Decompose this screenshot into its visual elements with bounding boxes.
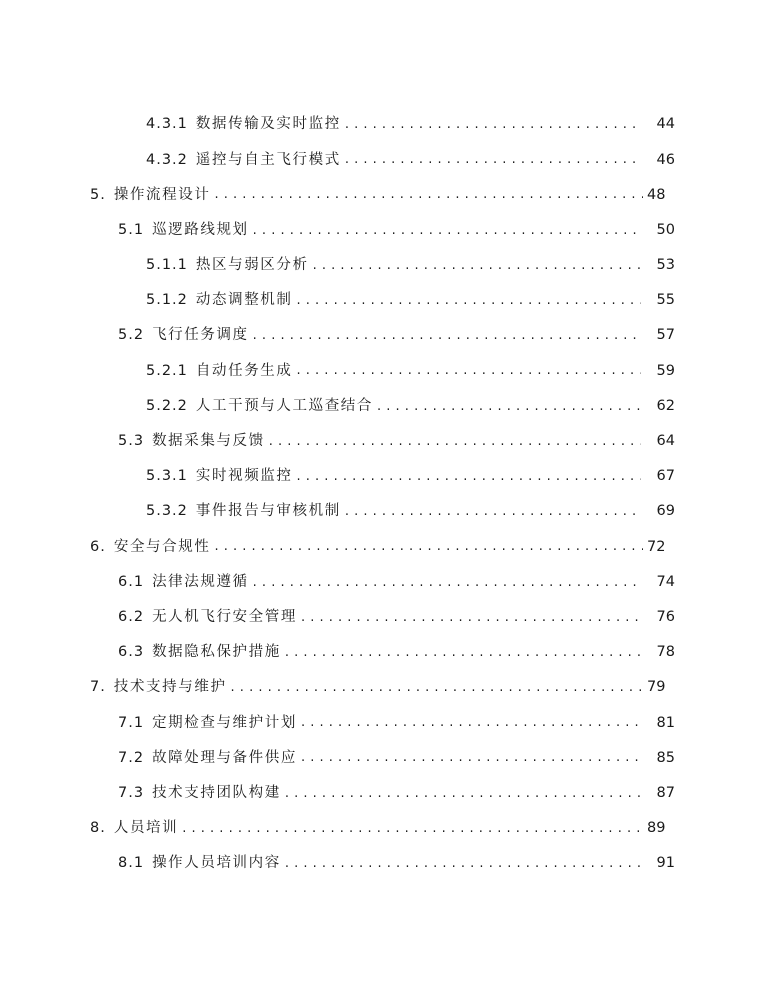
toc-entry-label xyxy=(90,680,227,695)
toc-entry-number: 7.3 xyxy=(118,784,145,801)
toc-entry-label xyxy=(146,117,341,132)
toc-entry-page: 48 xyxy=(647,186,666,203)
dot-leader xyxy=(313,259,641,272)
dot-leader xyxy=(285,787,641,800)
toc-entry[interactable] xyxy=(0,248,765,283)
dot-leader xyxy=(253,329,641,342)
toc-entry-label xyxy=(118,716,297,731)
toc-entry[interactable] xyxy=(0,705,765,740)
toc-entry-number: 4.3.2 xyxy=(146,151,188,168)
toc-entry[interactable] xyxy=(0,740,765,775)
toc-entry-title: 数据采集与反馈 xyxy=(152,433,265,450)
toc-entry-label xyxy=(90,540,210,555)
toc-entry-number: 5.3.2 xyxy=(146,503,188,520)
toc-entry[interactable] xyxy=(0,600,765,635)
toc-entry-number: 7. xyxy=(90,679,106,696)
toc-entry-page: 55 xyxy=(656,292,675,309)
toc-entry-number: 5.3.1 xyxy=(146,468,188,485)
toc-entry-label xyxy=(118,645,281,660)
toc-entry-title: 操作人员培训内容 xyxy=(152,855,281,872)
toc-entry[interactable] xyxy=(0,776,765,811)
toc-entry-label xyxy=(118,856,281,871)
toc-entry-page: 57 xyxy=(656,327,675,344)
toc-entry[interactable] xyxy=(0,424,765,459)
toc-entry-page: 78 xyxy=(656,644,675,661)
toc-entry-title: 定期检查与维护计划 xyxy=(152,714,297,731)
dot-leader xyxy=(301,716,641,729)
dot-leader xyxy=(345,118,641,131)
toc-entry-title: 无人机飞行安全管理 xyxy=(152,608,297,625)
toc-entry-page: 87 xyxy=(656,784,675,801)
toc-entry-title: 飞行任务调度 xyxy=(152,327,249,344)
dot-leader xyxy=(253,576,641,589)
toc-entry-number: 4.3.1 xyxy=(146,116,188,133)
dot-leader xyxy=(297,470,641,483)
toc-entry-number: 5.3 xyxy=(118,433,145,450)
toc-entry-title: 巡逻路线规划 xyxy=(152,221,249,238)
dot-leader xyxy=(214,188,643,201)
toc-entry-label xyxy=(146,504,341,519)
toc-entry-number: 8. xyxy=(90,820,106,837)
toc-entry-title: 事件报告与审核机制 xyxy=(195,503,341,520)
toc-entry-number: 5.1.2 xyxy=(146,292,188,309)
toc-entry-label xyxy=(146,469,293,484)
toc-entry-title: 动态调整机制 xyxy=(195,292,293,309)
dot-leader xyxy=(285,646,641,659)
toc-entry-title: 法律法规遵循 xyxy=(152,573,249,590)
toc-entry-page: 76 xyxy=(656,608,675,625)
toc-entry-number: 8.1 xyxy=(118,855,145,872)
dot-leader xyxy=(345,505,641,518)
toc-entry-title: 实时视频监控 xyxy=(195,468,293,485)
toc-entry-number: 5.1 xyxy=(118,221,145,238)
dot-leader xyxy=(182,822,643,835)
toc-entry-page: 67 xyxy=(656,468,675,485)
toc-entry[interactable] xyxy=(0,564,765,599)
toc-entry-number: 6.1 xyxy=(118,573,145,590)
toc-entry-page: 59 xyxy=(656,362,675,379)
toc-entry-number: 5.1.1 xyxy=(146,257,188,274)
toc-entry-title: 人员培训 xyxy=(113,820,179,837)
toc-entry-title: 人工干预与人工巡查结合 xyxy=(195,397,374,414)
toc-entry[interactable] xyxy=(0,353,765,388)
table-of-contents xyxy=(0,107,765,881)
dot-leader xyxy=(214,540,643,553)
toc-entry-title: 操作流程设计 xyxy=(113,186,211,203)
toc-entry-page: 81 xyxy=(656,714,675,731)
dot-leader xyxy=(285,857,641,870)
toc-entry[interactable] xyxy=(0,213,765,248)
dot-leader xyxy=(231,681,643,694)
toc-entry[interactable] xyxy=(0,318,765,353)
toc-entry-label xyxy=(118,575,249,590)
toc-entry-label xyxy=(146,153,341,168)
toc-entry[interactable] xyxy=(0,635,765,670)
toc-entry-title: 技术支持团队构建 xyxy=(152,784,281,801)
toc-entry-label xyxy=(146,293,293,308)
dot-leader xyxy=(269,435,641,448)
toc-entry-number: 7.1 xyxy=(118,714,145,731)
toc-entry[interactable] xyxy=(0,846,765,881)
toc-entry-label xyxy=(118,751,297,766)
toc-entry-title: 故障处理与备件供应 xyxy=(152,749,297,766)
toc-entry-title: 安全与合规性 xyxy=(113,538,211,555)
dot-leader xyxy=(345,153,641,166)
toc-entry[interactable] xyxy=(0,107,765,142)
dot-leader xyxy=(377,400,641,413)
toc-entry-label xyxy=(118,786,281,801)
toc-entry-page: 44 xyxy=(656,116,675,133)
toc-entry-page: 53 xyxy=(656,257,675,274)
toc-entry-label xyxy=(118,434,265,449)
toc-entry-number: 6. xyxy=(90,538,106,555)
toc-entry[interactable] xyxy=(0,670,765,705)
toc-entry-number: 5.2.2 xyxy=(146,397,188,414)
toc-entry-number: 6.3 xyxy=(118,644,145,661)
toc-entry[interactable] xyxy=(0,142,765,177)
toc-entry-number: 5.2 xyxy=(118,327,145,344)
toc-entry[interactable] xyxy=(0,283,765,318)
toc-entry[interactable] xyxy=(0,389,765,424)
toc-entry-page: 89 xyxy=(647,820,666,837)
toc-entry-label xyxy=(146,399,373,414)
toc-entry-title: 遥控与自主飞行模式 xyxy=(195,151,341,168)
dot-leader xyxy=(301,611,641,624)
toc-entry-number: 6.2 xyxy=(118,608,145,625)
toc-entry-title: 数据隐私保护措施 xyxy=(152,644,281,661)
dot-leader xyxy=(253,224,641,237)
toc-entry-label xyxy=(90,188,210,203)
toc-entry-label xyxy=(90,821,178,836)
toc-entry-page: 50 xyxy=(656,221,675,238)
toc-entry-title: 自动任务生成 xyxy=(195,362,293,379)
toc-entry-title: 数据传输及实时监控 xyxy=(195,116,341,133)
toc-entry-number: 7.2 xyxy=(118,749,145,766)
toc-entry[interactable] xyxy=(0,459,765,494)
toc-entry-label xyxy=(146,258,309,273)
toc-entry-number: 5. xyxy=(90,186,106,203)
toc-entry-page: 85 xyxy=(656,749,675,766)
toc-entry[interactable] xyxy=(0,177,765,212)
toc-entry-label xyxy=(118,223,249,238)
toc-entry-label xyxy=(146,364,293,379)
toc-entry-page: 46 xyxy=(656,151,675,168)
toc-entry[interactable] xyxy=(0,494,765,529)
dot-leader xyxy=(297,364,641,377)
toc-entry-page: 91 xyxy=(656,855,675,872)
toc-entry-page: 79 xyxy=(647,679,666,696)
toc-entry-page: 72 xyxy=(647,538,666,555)
dot-leader xyxy=(297,294,641,307)
toc-entry[interactable] xyxy=(0,529,765,564)
toc-entry-title: 热区与弱区分析 xyxy=(195,257,309,274)
toc-entry-page: 62 xyxy=(656,397,675,414)
toc-entry-number: 5.2.1 xyxy=(146,362,188,379)
toc-entry-label xyxy=(118,328,249,343)
toc-entry-page: 74 xyxy=(656,573,675,590)
toc-entry-label xyxy=(118,610,297,625)
toc-entry[interactable] xyxy=(0,811,765,846)
toc-entry-page: 69 xyxy=(656,503,675,520)
dot-leader xyxy=(301,751,641,764)
toc-entry-title: 技术支持与维护 xyxy=(113,679,227,696)
toc-entry-page: 64 xyxy=(656,433,675,450)
